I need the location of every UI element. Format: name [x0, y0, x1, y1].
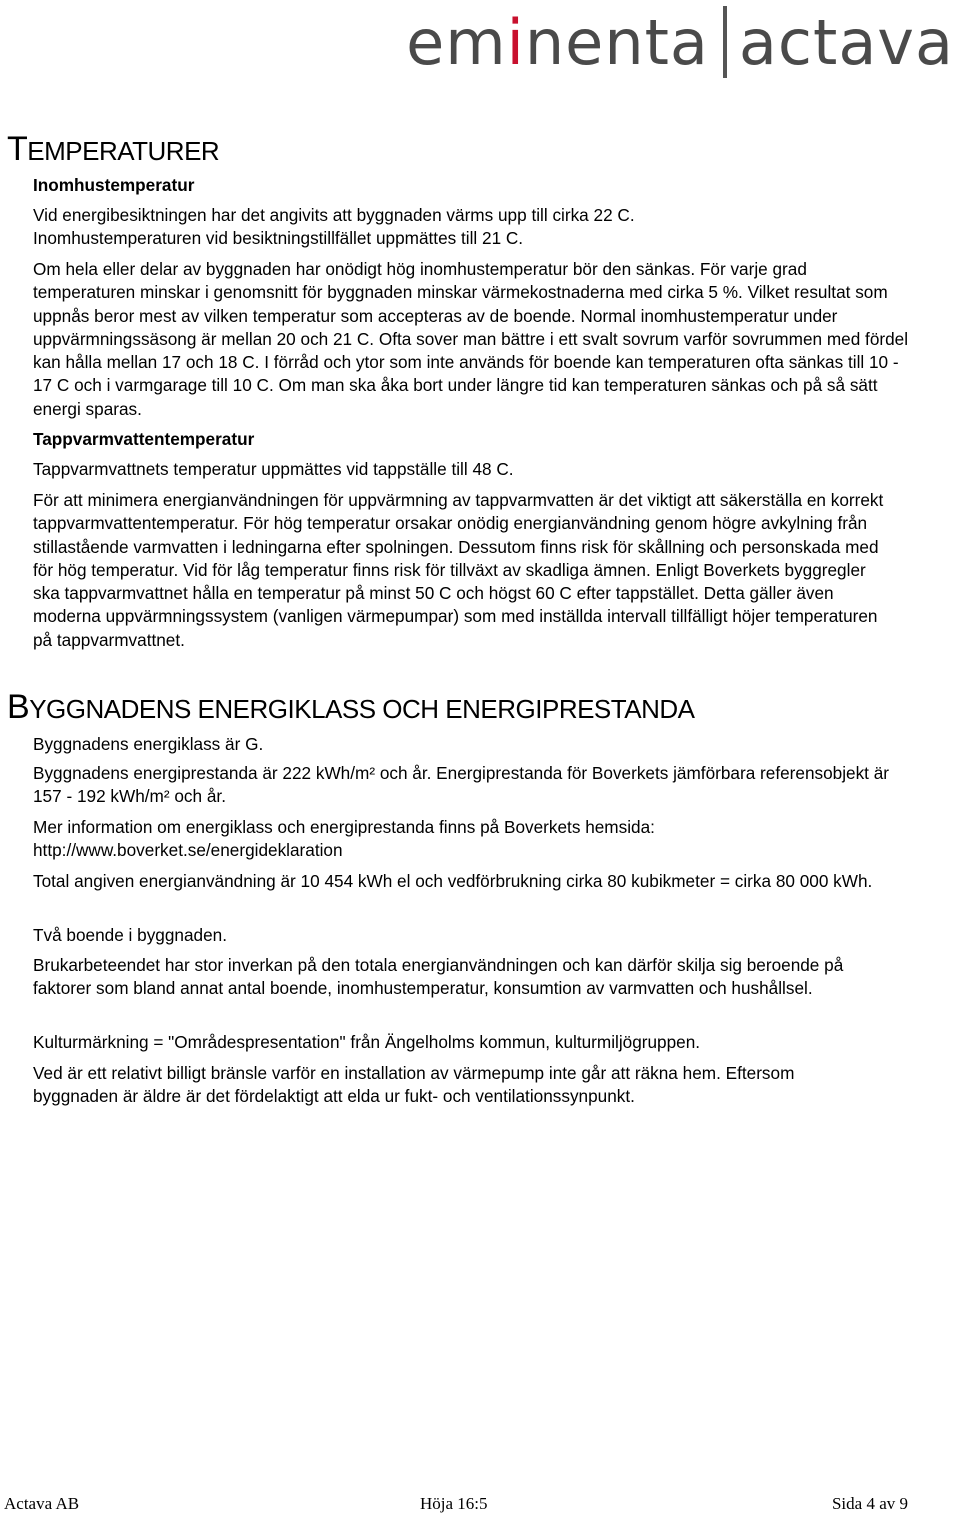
culture-marking-paragraph: Kulturmärkning = "Områdespresentation" från Ängelholms kommun, kulturmiljögruppen. [33, 1032, 701, 1052]
hot-water-label: Tappvarmvattentemperatur [33, 429, 255, 449]
energy-class-paragraph: Byggnadens energiklass är G. [33, 734, 264, 754]
company-logo [406, 2, 954, 82]
footer-revision: Höja 16:5 [420, 1494, 488, 1513]
residents-paragraph: Två boende i byggnaden. [33, 925, 227, 945]
section-heading-temperatures: TEMPERATURER [7, 130, 220, 168]
hot-water-paragraph-2: För att minimera energianvändningen för uppvärmning av tappvarmvatten är det viktigt att säkerställa en korrekt tappvarmvattentemperatur. För hög temperatur orsakar onödig energianvändning genom högre avkylning från stillastående varmvatten i ledningarna efter spolningen. Dessutom finns risk för skållning och personskada med för hög temperatur. Vid för låg temperatur finns risk för tillväxt av skadliga ämnen. Enligt Boverkets byggregler ska tappvarmvattnet hålla en temperatur på minst 50 C och högst 60 C efter tappstället. Detta gäller även moderna uppvärmningssystem (vanligen värmepumpar) som med inställda intervall tillfälligt höjer temperaturen på tappvarmvattnet. [33, 490, 884, 650]
total-energy-paragraph: Total angiven energianvändning är 10 454 kWh el och vedförbrukning cirka 80 kubikmeter = cirka 80 000 kWh. [33, 871, 873, 891]
indoor-temp-paragraph-1: Vid energibesiktningen har det angivits att byggnaden värms upp till cirka 22 C. Inomhustemperaturen vid besiktningstillfället uppmättes till 21 C. [33, 205, 635, 249]
logo-divider [723, 6, 727, 78]
logo-eminenta: eminenta [406, 5, 709, 79]
logo-actava: actava [738, 5, 954, 79]
boverket-link[interactable]: http://www.boverket.se/energideklaration [33, 840, 343, 861]
page-footer [0, 1494, 960, 1516]
section-heading-energy: BYGGNADENS ENERGIKLASS OCH ENERGIPRESTANDA [7, 688, 695, 726]
hot-water-paragraph-1: Tappvarmvattnets temperatur uppmättes vid tappställe till 48 C. [33, 459, 514, 479]
indoor-temp-paragraph-2: Om hela eller delar av byggnaden har onödigt hög inomhustemperatur bör den sänkas. För varje grad temperaturen minskar i genomsnitt för byggnaden minskar värmekostnaderna med cirka 5 %. Vilket resultat som uppnås beror mest av vilken temperatur som accepteras av de boende. Normal inomhustemperatur under uppvärmningssäsong är mellan 20 och 21 C. Ofta sover man bättre i ett svalt sovrum varför sovrummen med fördel kan hålla mellan 17 och 18 C. I förråd och ytor som inte används för boende kan temperaturen ofta sänkas till 10 - 17 C och i varmgarage till 10 C. Om man ska åka bort under längre tid kan temperaturen sänkas och på så sätt energi sparas. [33, 259, 909, 419]
energy-performance-paragraph: Byggnadens energiprestanda är 222 kWh/m² och år. Energiprestanda för Boverkets jämförbara referensobjekt är 157 - 192 kWh/m² och år. [33, 763, 890, 807]
indoor-temp-label: Inomhustemperatur [33, 175, 195, 195]
user-behaviour-paragraph: Brukarbeteendet har stor inverkan på den totala energianvändningen och kan därför skilja sig beroende på faktorer som bland annat antal boende, inomhustemperatur, konsumtion av varmvatten och hushållsel. [33, 955, 844, 999]
more-info-paragraph: Mer information om energiklass och energiprestanda finns på Boverkets hemsida: http://www.boverket.se/energideklaration [33, 816, 933, 863]
firewood-paragraph: Ved är ett relativt billigt bränsle varför en installation av värmepump inte går att räkna hem. Eftersom byggnaden är äldre är det fördelaktigt att elda ur fukt- och ventilationssynpunkt. [33, 1063, 795, 1107]
footer-company: Actava AB [4, 1494, 80, 1513]
footer-page-number: Sida 4 av 9 [831, 1494, 908, 1513]
